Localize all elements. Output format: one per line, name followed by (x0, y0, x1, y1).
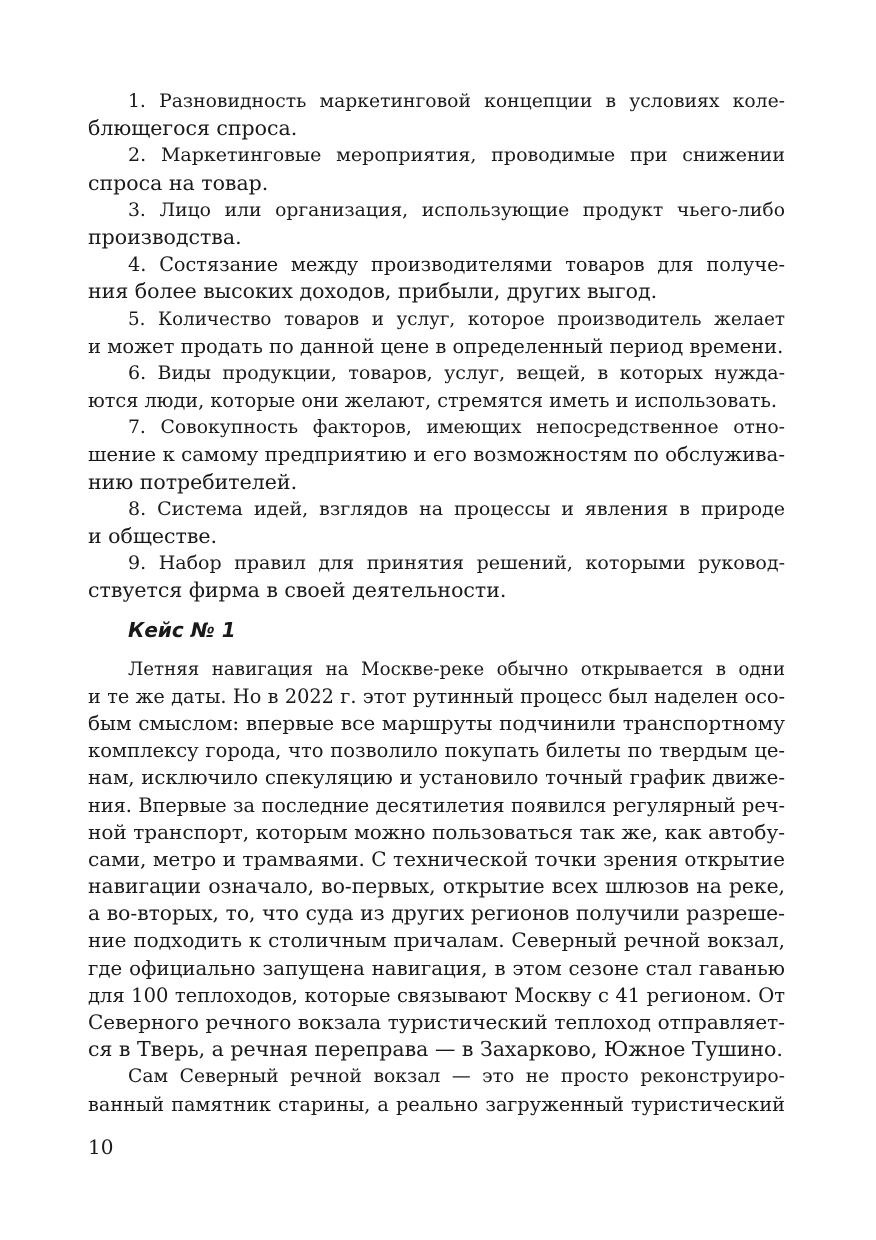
definition-item-4 (88, 251, 785, 305)
definition-line: 3. Лицо или организация, использующие продукт чьего-либо (128, 199, 785, 221)
case-line: сами, метро и трамваями. С технической точки зрения открытие (88, 846, 785, 871)
case-line: для 100 теплоходов, которые связывают Москву с 41 регионом. От (88, 983, 785, 1007)
definition-line: 2. Маркетинговые мероприятия, проводимые при снижении (128, 144, 785, 167)
case-paragraph-2 (88, 1063, 785, 1117)
definition-item-7 (88, 414, 785, 496)
definition-line: и может продать по данной цене в определенный период времени. (88, 334, 784, 358)
case-line: где официально запущена навигация, в этом сезоне стал гаванью (88, 956, 785, 980)
case-line: ние подходить к столичным причалам. Северный речной вокзал, (88, 928, 785, 953)
definition-line: 4. Состязание между производителями товаров для получе- (128, 253, 785, 277)
case-line: комплексу города, что позволило покупать билеты по твердым це- (88, 739, 785, 763)
definition-line: ются люди, которые они желают, стремятся иметь и использовать. (88, 389, 777, 413)
case-line: нам, исключило спекуляцию и установило точный график движе- (88, 766, 785, 790)
case-line: Северного речного вокзала туристический теплоход отправляет- (88, 1010, 785, 1034)
definition-item-2 (88, 142, 785, 196)
definition-line: шение к самому предприятию и его возможностям по обслужива- (88, 443, 785, 467)
case-heading: Кейс № 1 (128, 617, 236, 642)
definition-line: спроса на товар. (88, 170, 269, 195)
case-line: ния. Впервые за последние десятилетия появился регулярный реч- (88, 793, 785, 817)
definition-item-8 (88, 496, 785, 550)
definition-item-9 (88, 550, 785, 604)
definition-line: 5. Количество товаров и услуг, которое производитель желает (128, 308, 785, 330)
definition-line: 7. Совокупность факторов, имеющих непосредственное отно- (128, 417, 785, 439)
case-line: ванный памятник старины, а реально загруженный туристический (88, 1092, 785, 1116)
case-line: навигации означало, во-первых, открытие всех шлюзов на реке, (88, 874, 785, 899)
definition-line: нию потребителей. (88, 469, 298, 494)
definitions-list (88, 88, 785, 605)
case-line: Летняя навигация на Москве-реке обычно открывается в одни (128, 658, 785, 680)
definition-line: производства. (88, 224, 242, 249)
definition-item-6 (88, 360, 785, 414)
definition-line: 9. Набор правил для принятия решений, которыми руковод- (128, 552, 785, 575)
definition-line: 8. Система идей, взглядов на процессы и явления в природе (128, 497, 785, 520)
definition-line: 1. Разновидность маркетинговой концепции в условиях коле- (128, 91, 785, 112)
case-line: ной транспорт, которым можно пользоваться так же, как автобу- (88, 819, 785, 844)
definition-line: ния более высоких доходов, прибыли, других выгод. (88, 279, 658, 304)
case-line: а во-вторых, то, что суда из других регионов получили разреше- (88, 901, 785, 926)
definition-item-1 (88, 88, 785, 142)
definition-line: 6. Виды продукции, товаров, услуг, вещей, в которых нужда- (128, 361, 785, 384)
case-line: и те же даты. Но в 2022 г. этот рутинный процесс был наделен осо- (88, 684, 785, 708)
page-body (88, 88, 785, 1118)
case-line: бым смыслом: впервые все маршруты подчинили транспортному (88, 710, 785, 735)
definition-line: блющегося спроса. (88, 116, 298, 141)
definition-item-5 (88, 306, 785, 360)
definition-item-3 (88, 197, 785, 251)
definition-line: ствуется фирма в своей деятельности. (88, 578, 507, 603)
case-line: ся в Тверь, а речная переправа — в Захарково, Южное Тушино. (88, 1037, 783, 1062)
definition-line: и обществе. (88, 524, 218, 548)
case-line: Сам Северный речной вокзал — это не просто реконструиро- (128, 1066, 785, 1088)
case-paragraph-1 (88, 656, 785, 1064)
page-number: 10 (88, 1135, 114, 1159)
